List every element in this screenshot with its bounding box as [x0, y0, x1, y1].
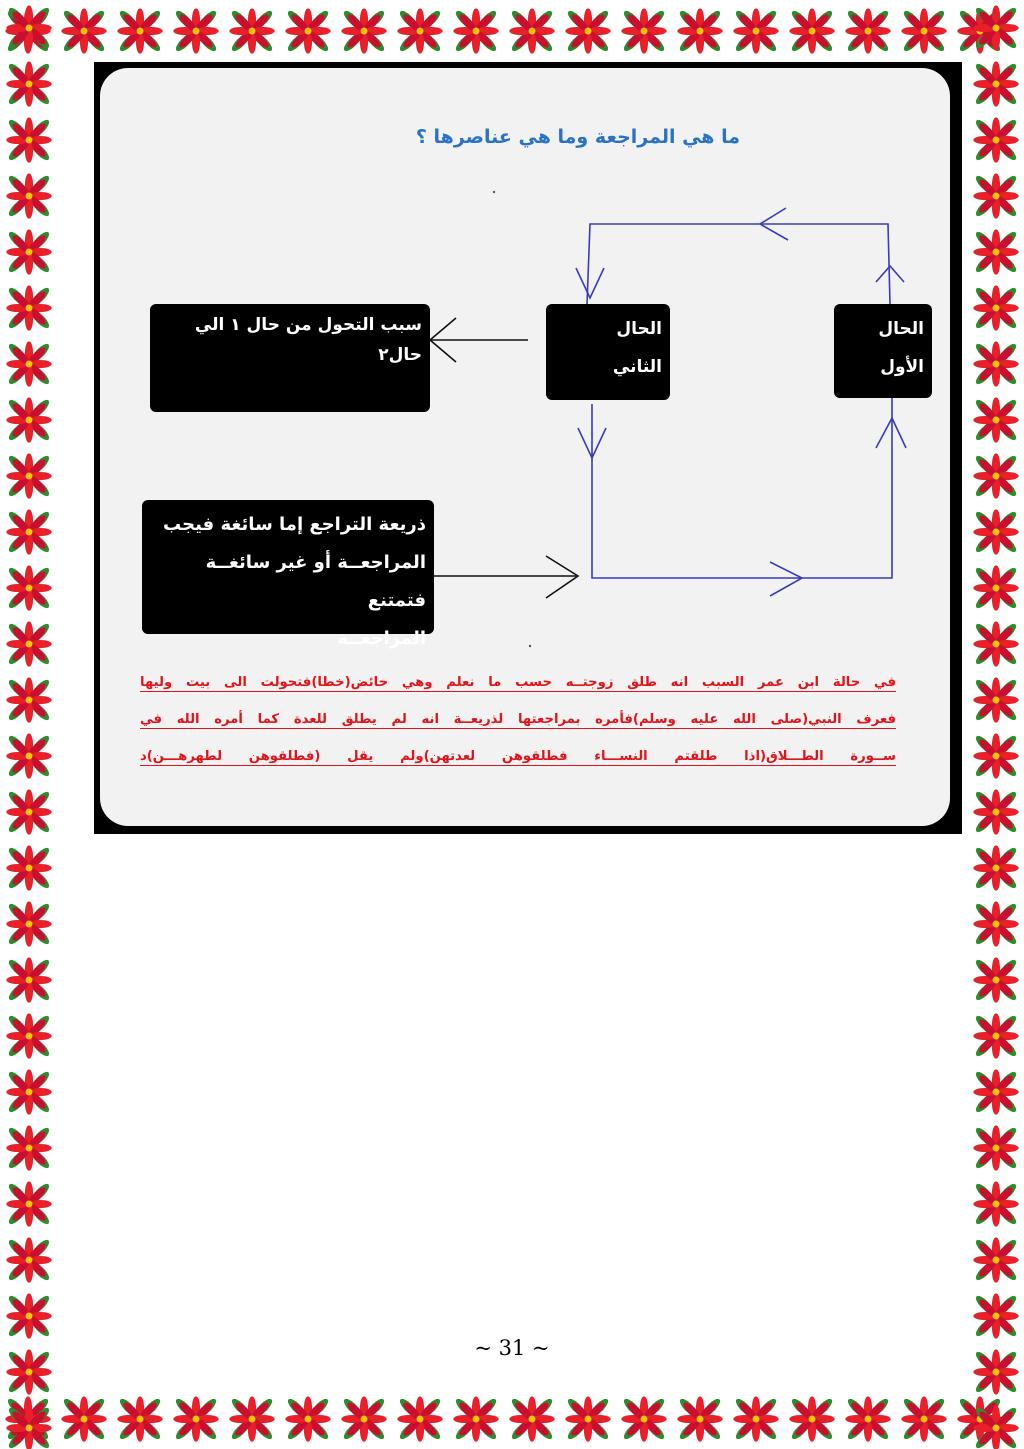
- state-second-line-2: الثاني: [612, 357, 662, 377]
- pretext-line-1: ذريعة التراجع إما سائغة فيجب: [163, 514, 426, 535]
- arrow-right-head: [770, 562, 802, 596]
- state-second-box: [546, 304, 670, 400]
- state-first-line-1: الحال: [878, 319, 924, 339]
- example-line-1: في حالة ابن عمر السبب انه طلق زوجتــه حسب ما نعلم وهي حائض(خطا)فتحولت الى بيت وليها: [140, 675, 896, 690]
- poinsettia-flower-icon: [0, 1389, 1024, 1449]
- example-paragraph: [140, 664, 896, 775]
- state-first-box: [834, 304, 932, 398]
- poinsettia-flower-icon: [968, 0, 1024, 1449]
- poinsettia-flower-icon: [0, 0, 58, 1449]
- state-first-line-2: الأول: [880, 357, 924, 377]
- figure-frame: [94, 62, 962, 834]
- pretext-line-2: المراجعــة أو غير سائغــة فتمتنع: [205, 552, 426, 611]
- page-number: ~ 31 ~: [474, 1336, 550, 1360]
- border-left: [0, 0, 58, 1449]
- state-second-line-1: الحال: [616, 319, 662, 339]
- pretext-line-3: المراجعــة: [337, 628, 426, 649]
- dot-marker: [529, 645, 531, 647]
- dot-marker: [493, 191, 495, 193]
- border-top: [0, 0, 1024, 62]
- border-bottom: [0, 1389, 1024, 1449]
- figure-panel: [100, 68, 950, 826]
- cycle-bottom-line: [592, 398, 892, 578]
- arrow-down-head-1: [576, 268, 604, 298]
- cycle-top-line: [587, 224, 890, 304]
- example-line-3: ســورة الطـــلاق(اذا طلقتم النســـاء فطلقوهن لعدتهن)ولم يقل (فطلقوهن لطهرهـــن)د: [140, 749, 896, 764]
- border-right: [968, 0, 1024, 1449]
- arrow-up-head-2: [876, 418, 906, 448]
- example-line-2: فعرف النبي(صلى الله عليه وسلم)فأمره بمراجعتها لذريعــة انه لم يطلق للعدة كما أمره الله في: [140, 712, 896, 727]
- pretext-box: [142, 500, 434, 649]
- poinsettia-flower-icon: [0, 0, 1024, 62]
- cause-box: [150, 304, 430, 412]
- cause-box-text: سبب التحول من حال ١ الي حال٢: [194, 315, 422, 365]
- pretext-arrow-head: [546, 556, 578, 598]
- figure-title: ما هي المراجعة وما هي عناصرها ؟: [415, 126, 740, 148]
